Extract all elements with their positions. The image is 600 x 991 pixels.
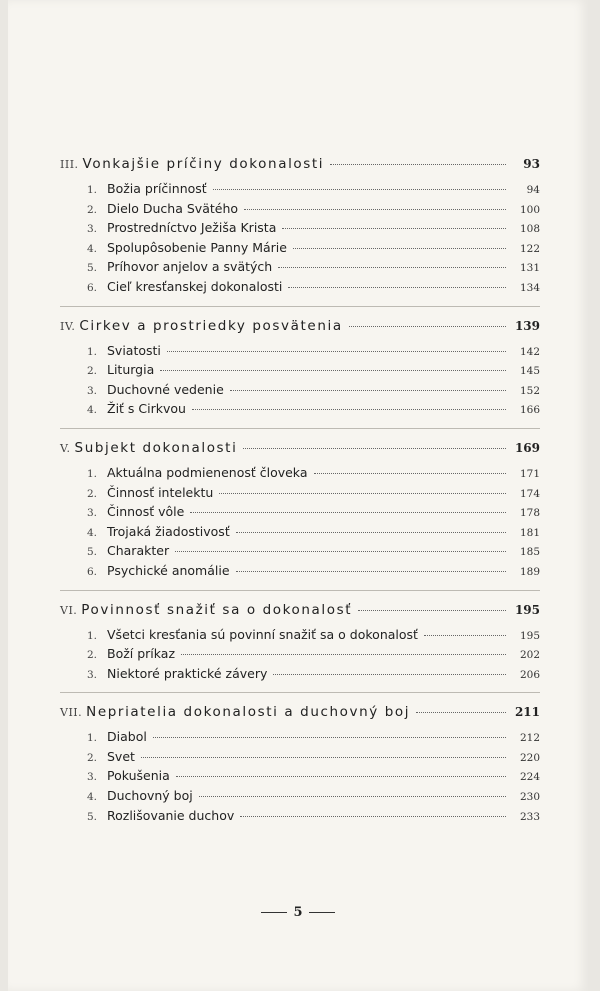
- chapter-numeral: III.: [60, 158, 79, 171]
- section-divider: [60, 428, 540, 429]
- entry-title: Rozlišovanie duchov: [107, 807, 235, 823]
- chapter-heading[interactable]: [60, 440, 540, 462]
- entry-title: Dielo Ducha Svätého: [107, 200, 239, 216]
- chapter-heading[interactable]: [60, 156, 540, 178]
- chapter-page: 211: [514, 705, 540, 720]
- entry-page: 108: [519, 223, 540, 236]
- toc-entry[interactable]: [60, 808, 540, 828]
- toc-entry[interactable]: [60, 220, 540, 240]
- chapter-section: [60, 602, 540, 686]
- section-divider: [60, 306, 540, 307]
- entry-number: 1.: [87, 629, 98, 642]
- toc-entry[interactable]: [60, 382, 540, 402]
- leader-dots: [141, 757, 506, 758]
- entry-title: Duchovný boj: [107, 788, 193, 804]
- chapter-title: Povinnosť snažiť sa o dokonalosť: [81, 601, 353, 618]
- toc-entry[interactable]: [60, 485, 540, 505]
- chapter-numeral: IV.: [60, 319, 76, 333]
- entry-page: 122: [519, 242, 540, 255]
- chapter-numeral: VII.: [60, 706, 83, 720]
- leader-dots: [230, 390, 506, 391]
- entry-page: 100: [519, 203, 540, 216]
- leader-dots: [160, 370, 506, 371]
- entry-page: 181: [519, 526, 540, 539]
- section-divider: [60, 692, 540, 693]
- entry-title: Diabol: [107, 729, 147, 745]
- chapter-title: Vonkajšie príčiny dokonalosti: [82, 156, 325, 172]
- entry-page: 131: [519, 262, 540, 275]
- entry-page: 202: [519, 649, 540, 662]
- leader-dots: [199, 796, 506, 797]
- chapter-page: 195: [514, 602, 540, 617]
- entry-page: 94: [526, 184, 540, 196]
- leader-dots: [288, 287, 506, 288]
- entry-page: 189: [519, 565, 540, 578]
- entry-number: 5.: [87, 262, 98, 275]
- leader-dots: [190, 512, 506, 513]
- entry-page: 224: [519, 771, 540, 784]
- leader-dots: [176, 776, 506, 777]
- entry-title: Žiť s Cirkvou: [107, 401, 186, 417]
- entry-page: 174: [519, 487, 540, 500]
- leader-dots: [244, 209, 506, 210]
- toc-entry[interactable]: [60, 343, 540, 363]
- chapter-numeral: VI.: [60, 603, 78, 617]
- chapter-page: 139: [514, 318, 540, 333]
- leader-dots: [282, 228, 506, 229]
- entry-title: Pokušenia: [107, 768, 170, 784]
- entry-number: 3.: [87, 507, 98, 520]
- leader-dots: [358, 610, 506, 611]
- entry-page: 142: [519, 345, 540, 358]
- toc-entry[interactable]: [60, 646, 540, 666]
- chapter-heading[interactable]: [60, 704, 540, 726]
- leader-dots: [424, 635, 506, 636]
- toc-entry[interactable]: [60, 362, 540, 382]
- leader-dots: [314, 473, 507, 474]
- entry-number: 6.: [87, 565, 98, 578]
- leader-dots: [213, 189, 506, 190]
- entry-title: Všetci kresťania sú povinní snažiť sa o dokonalosť: [107, 626, 418, 642]
- entry-number: 4.: [87, 242, 98, 255]
- entry-page: 145: [519, 365, 540, 378]
- entry-number: 3.: [87, 771, 98, 784]
- chapter-title: Nepriatelia dokonalosti a duchovný boj: [86, 704, 411, 721]
- entry-page: 185: [519, 546, 540, 559]
- leader-dots: [416, 712, 506, 713]
- entry-number: 3.: [87, 223, 98, 236]
- entry-title: Psychické anomálie: [107, 562, 230, 578]
- entry-title: Príhovor anjelov a svätých: [107, 259, 273, 275]
- leader-dots: [278, 267, 506, 268]
- chapter-heading[interactable]: [60, 602, 540, 624]
- chapter-section: [60, 156, 540, 299]
- leader-dots: [175, 551, 506, 552]
- entry-number: 5.: [87, 810, 98, 823]
- chapter-heading[interactable]: [60, 318, 540, 340]
- entry-title: Charakter: [107, 543, 170, 559]
- toc-entry[interactable]: [60, 627, 540, 647]
- table-of-contents: [60, 156, 540, 827]
- entry-title: Duchovné vedenie: [107, 381, 224, 397]
- leader-dots: [192, 409, 506, 410]
- toc-entry[interactable]: [60, 768, 540, 788]
- chapter-section: [60, 318, 540, 421]
- entry-page: 134: [519, 281, 540, 294]
- entry-page: 171: [519, 467, 540, 480]
- toc-entry[interactable]: [60, 563, 540, 583]
- page-footer: [8, 905, 588, 920]
- leader-dots: [273, 674, 506, 675]
- entry-page: 166: [519, 404, 540, 417]
- entry-number: 4.: [87, 791, 98, 804]
- toc-entry[interactable]: [60, 666, 540, 686]
- chapter-title: Cirkev a prostriedky posvätenia: [79, 317, 343, 334]
- toc-entry[interactable]: [60, 504, 540, 524]
- entry-title: Spolupôsobenie Panny Márie: [107, 239, 287, 255]
- toc-entry[interactable]: [60, 788, 540, 808]
- leader-dots: [240, 816, 506, 817]
- leader-dots: [167, 351, 506, 352]
- toc-entry[interactable]: [60, 181, 540, 201]
- book-page: [8, 0, 588, 991]
- entry-number: 4.: [87, 404, 98, 417]
- entry-number: 1.: [87, 467, 98, 480]
- entry-number: 6.: [87, 281, 98, 294]
- leader-dots: [153, 737, 506, 738]
- entry-title: Niektoré praktické závery: [107, 665, 268, 681]
- chapter-page: 169: [514, 440, 540, 455]
- toc-entry[interactable]: [60, 524, 540, 544]
- toc-entry[interactable]: [60, 543, 540, 563]
- chapter-numeral: V.: [60, 441, 71, 455]
- entry-page: 230: [519, 791, 540, 804]
- entry-page: 212: [519, 732, 540, 745]
- toc-entry[interactable]: [60, 749, 540, 769]
- entry-number: 5.: [87, 546, 98, 559]
- entry-title: Sviatosti: [107, 342, 161, 358]
- footer-dash-left: [261, 912, 287, 913]
- toc-entry[interactable]: [60, 259, 540, 279]
- entry-title: Aktuálna podmienenosť človeka: [107, 464, 308, 480]
- leader-dots: [219, 493, 506, 494]
- leader-dots: [181, 654, 506, 655]
- entry-number: 1.: [87, 732, 98, 745]
- entry-page: 195: [519, 629, 540, 642]
- entry-number: 2.: [87, 751, 98, 764]
- page-number: 5: [293, 905, 303, 920]
- entry-title: Cieľ kresťanskej dokonalosti: [107, 278, 283, 294]
- entry-title: Božia príčinnosť: [107, 181, 207, 196]
- entry-title: Boží príkaz: [107, 646, 176, 662]
- entry-title: Svet: [107, 748, 135, 764]
- leader-dots: [243, 448, 506, 449]
- entry-number: 1.: [87, 345, 98, 358]
- entry-title: Prostredníctvo Ježiša Krista: [107, 220, 277, 236]
- entry-number: 3.: [87, 384, 98, 397]
- entry-page: 206: [519, 668, 540, 681]
- toc-entry[interactable]: [60, 201, 540, 221]
- chapter-title: Subjekt dokonalosti: [74, 439, 238, 456]
- entry-number: 4.: [87, 526, 98, 539]
- entry-number: 2.: [87, 649, 98, 662]
- leader-dots: [236, 571, 506, 572]
- toc-entry[interactable]: [60, 729, 540, 749]
- entry-number: 2.: [87, 365, 98, 378]
- chapter-page: 93: [523, 157, 540, 171]
- chapter-section: [60, 704, 540, 827]
- entry-number: 3.: [87, 668, 98, 681]
- section-divider: [60, 590, 540, 591]
- leader-dots: [293, 248, 506, 249]
- leader-dots: [236, 532, 506, 533]
- entry-title: Činnosť intelektu: [107, 484, 214, 500]
- entry-number: 1.: [87, 184, 98, 196]
- entry-title: Činnosť vôle: [107, 504, 185, 520]
- toc-entry[interactable]: [60, 401, 540, 421]
- toc-entry[interactable]: [60, 240, 540, 260]
- entry-number: 2.: [87, 203, 98, 216]
- footer-dash-right: [309, 912, 335, 913]
- entry-number: 2.: [87, 487, 98, 500]
- leader-dots: [349, 326, 506, 327]
- entry-title: Trojaká žiadostivosť: [107, 523, 230, 539]
- leader-dots: [330, 164, 506, 165]
- entry-page: 178: [519, 507, 540, 520]
- entry-title: Liturgia: [107, 362, 155, 378]
- toc-entry[interactable]: [60, 279, 540, 299]
- toc-entry[interactable]: [60, 465, 540, 485]
- entry-page: 152: [519, 384, 540, 397]
- entry-page: 233: [519, 810, 540, 823]
- chapter-section: [60, 440, 540, 583]
- entry-page: 220: [519, 751, 540, 764]
